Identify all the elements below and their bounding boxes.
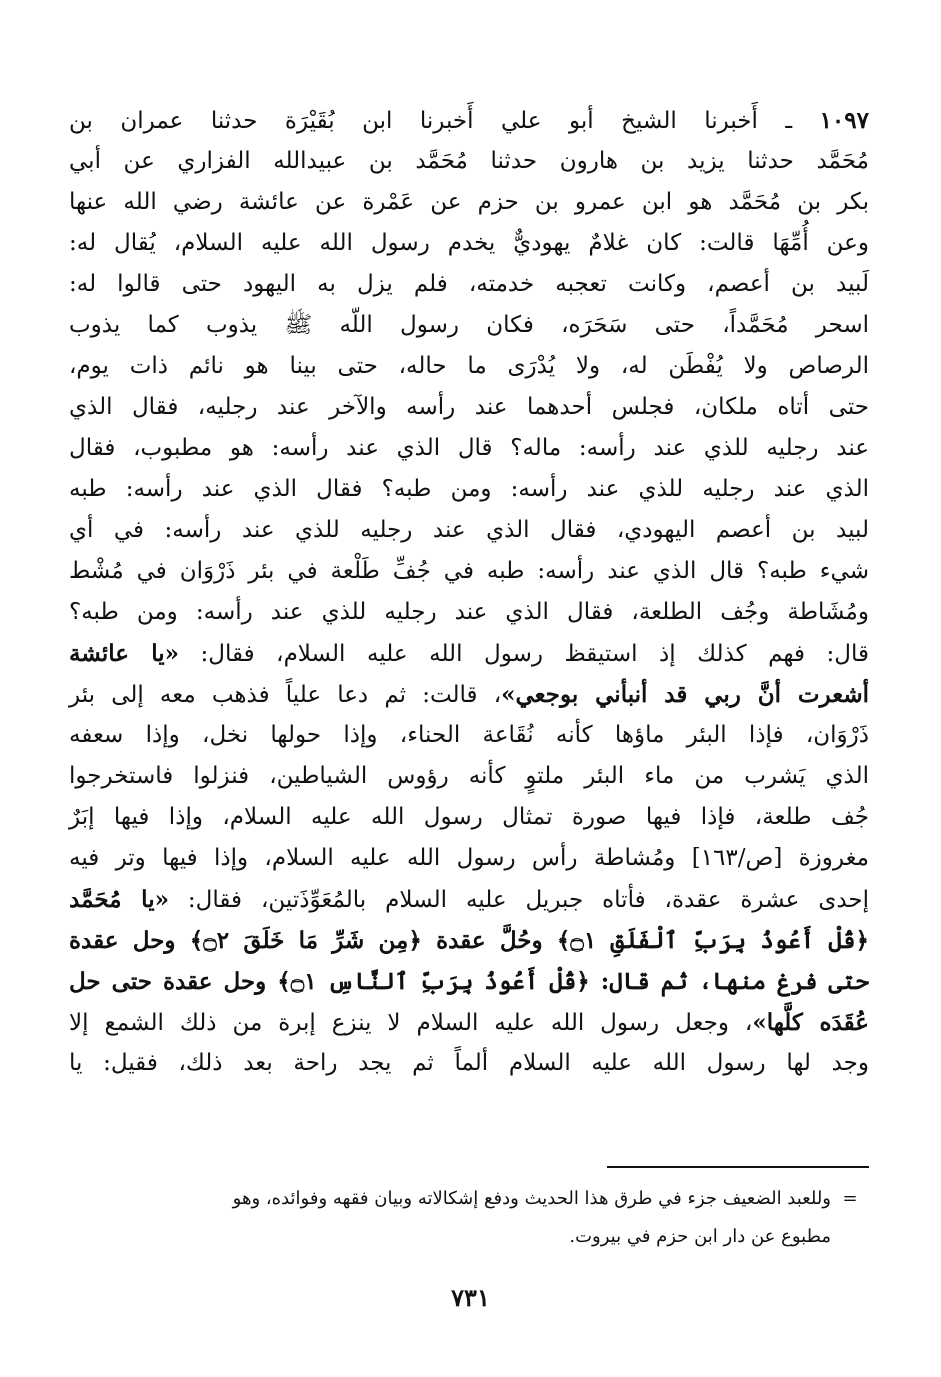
text-line bbox=[69, 428, 869, 469]
bold-text-run: ﴿قُلْ أَعُوذُ بِرَبِّ ٱلْفَلَقِ ۝١﴾ وحُلَّ عقدة ﴿مِن شَرِّ مَا خَلَقَ ۝٢﴾ وحل عقدة bbox=[69, 927, 869, 954]
text-line bbox=[69, 141, 869, 182]
footnote-block bbox=[69, 1180, 869, 1256]
text-run: وعن أُمِّهَا قالت: كان غلامٌ يهوديٌّ يخدم رسول الله عليه السلام، يُقال له: bbox=[69, 230, 869, 256]
bold-text-run: ١٠٩٧ bbox=[819, 107, 869, 134]
footnote-separator bbox=[607, 1166, 869, 1168]
text-run: عند رجليه للذي عند رأسه: ماله؟ قال الذي عند رأسه: هو مطبوب، فقال bbox=[69, 435, 869, 461]
text-line bbox=[69, 674, 869, 715]
footnote-text: مطبوع عن دار ابن حزم في بيروت. bbox=[569, 1226, 831, 1247]
text-line bbox=[69, 1002, 869, 1043]
text-line bbox=[69, 510, 869, 551]
text-line bbox=[69, 305, 869, 346]
text-line bbox=[69, 797, 869, 838]
text-line bbox=[69, 551, 869, 592]
text-run: بكر بن مُحَمَّد هو ابن عمرو بن حزم عن عَمْرة عن عائشة رضي الله عنها bbox=[69, 189, 869, 215]
footnote-line bbox=[69, 1180, 869, 1218]
text-line bbox=[69, 756, 869, 797]
text-run: ـ أَخبرنا الشيخ أبو علي أَخبرنا ابن بُقَيْرَة حدثنا عمران بن bbox=[69, 108, 820, 134]
text-run: اسحر مُحَمَّداً، حتى سَحَرَه، فكان رسول اللّه ﷺ يذوب كما يذوب bbox=[69, 312, 869, 338]
text-line bbox=[69, 838, 869, 879]
footnote-text: وللعبد الضعيف جزء في طرق هذا الحديث ودفع إشكالاته وبيان فقهه وفوائده، وهو bbox=[232, 1188, 831, 1209]
text-line bbox=[69, 223, 869, 264]
bold-text-run: أشعرت أنَّ ربي قد أنبأني بوجعي» bbox=[501, 681, 869, 708]
text-line bbox=[69, 346, 869, 387]
text-run: لبيد بن أعصم اليهودي، فقال الذي عند رجليه للذي عند رأسه: في أي bbox=[69, 517, 869, 543]
text-line bbox=[69, 387, 869, 428]
text-line bbox=[69, 469, 869, 510]
text-line bbox=[69, 920, 869, 961]
page-number: ٧٣١ bbox=[451, 1283, 490, 1312]
text-line bbox=[69, 1043, 869, 1084]
text-line bbox=[69, 961, 869, 1002]
text-run: حتى أتاه ملكان، فجلس أحدهما عند رأسه والآخر عند رجليه، فقال الذي bbox=[69, 394, 869, 420]
text-line bbox=[69, 264, 869, 305]
text-run: قال: فهم كذلك إذ استيقظ رسول الله عليه السلام، فقال: bbox=[179, 641, 870, 667]
text-run: ومُشَاطة وجُف الطلعة، فقال الذي عند رجليه للذي عند رأسه: ومن طبه؟ bbox=[69, 599, 869, 625]
text-run: ، قالت: ثم دعا علياً فذهب معه إلى بئر bbox=[69, 682, 502, 708]
text-run: مُحَمَّد حدثنا يزيد بن هارون حدثنا مُحَمَّد بن عبيدالله الفزاري عن أبي bbox=[69, 148, 869, 174]
text-run: شيء طبه؟ قال الذي عند رأسه: طبه في جُفِّ طَلْعة في بئر ذَرْوَان في مُشْط bbox=[69, 558, 869, 584]
text-line bbox=[69, 715, 869, 756]
text-line bbox=[69, 100, 869, 141]
bold-text-run: «يا مُحَمَّد bbox=[69, 886, 169, 913]
text-run: الذي يَشرب من ماء البئر ملتوٍ كأنه رؤوس الشياطين، فنزلوا فاستخرجوا bbox=[69, 763, 869, 789]
text-line bbox=[69, 633, 869, 674]
text-run: الرصاص ولا يُفْطَن له، ولا يُدْرَى ما حاله، حتى بينا هو نائم ذات يوم، bbox=[69, 353, 869, 379]
text-run: جُف طلعة، فإذا فيها صورة تمثال رسول الله عليه السلام، وإذا فيها إبَرٌ bbox=[69, 804, 869, 830]
text-run: إحدى عشرة عقدة، فأتاه جبريل عليه السلام بالمُعَوِّذَتين، فقال: bbox=[168, 887, 869, 913]
text-line bbox=[69, 592, 869, 633]
text-line bbox=[69, 879, 869, 920]
text-run: لَبيد بن أعصم، وكانت تعجبه خدمته، فلم يزل به اليهود حتى قالوا له: bbox=[69, 271, 869, 297]
text-run: ذَرْوَان، فإذا البئر ماؤها كأنه نُقَاعة الحناء، وإذا حولها نخل، وإذا سعفه bbox=[69, 722, 869, 748]
footnote-line bbox=[69, 1218, 869, 1256]
text-run: وجد لها رسول الله عليه السلام ألماً ثم يجد راحة بعد ذلك، فقيل: يا bbox=[69, 1050, 869, 1076]
text-run: مغروزة [ص/١٦٣] ومُشاطة رأس رسول الله عليه السلام، وإذا فيها وتر فيه bbox=[69, 845, 869, 871]
text-line bbox=[69, 182, 869, 223]
bold-text-run: عُقَدَه كلَّها» bbox=[752, 1009, 869, 1036]
text-run: ، وجعل رسول الله عليه السلام لا ينزع إبرة من ذلك الشمع إلا bbox=[69, 1010, 753, 1036]
hadith-paragraph bbox=[69, 100, 869, 1084]
bold-text-run: «يا عائشة bbox=[69, 640, 179, 667]
footnote-marker: = bbox=[842, 1188, 858, 1209]
bold-text-run: حتى فرغ منها، ثم قال: ﴿قُلْ أَعُوذُ بِرَبِّ ٱلنَّاسِ ۝١﴾ وحل عقدة حتى حل bbox=[69, 968, 869, 995]
text-run: الذي عند رجليه للذي عند رأسه: ومن طبه؟ فقال الذي عند رأسه: طبه bbox=[69, 476, 869, 502]
